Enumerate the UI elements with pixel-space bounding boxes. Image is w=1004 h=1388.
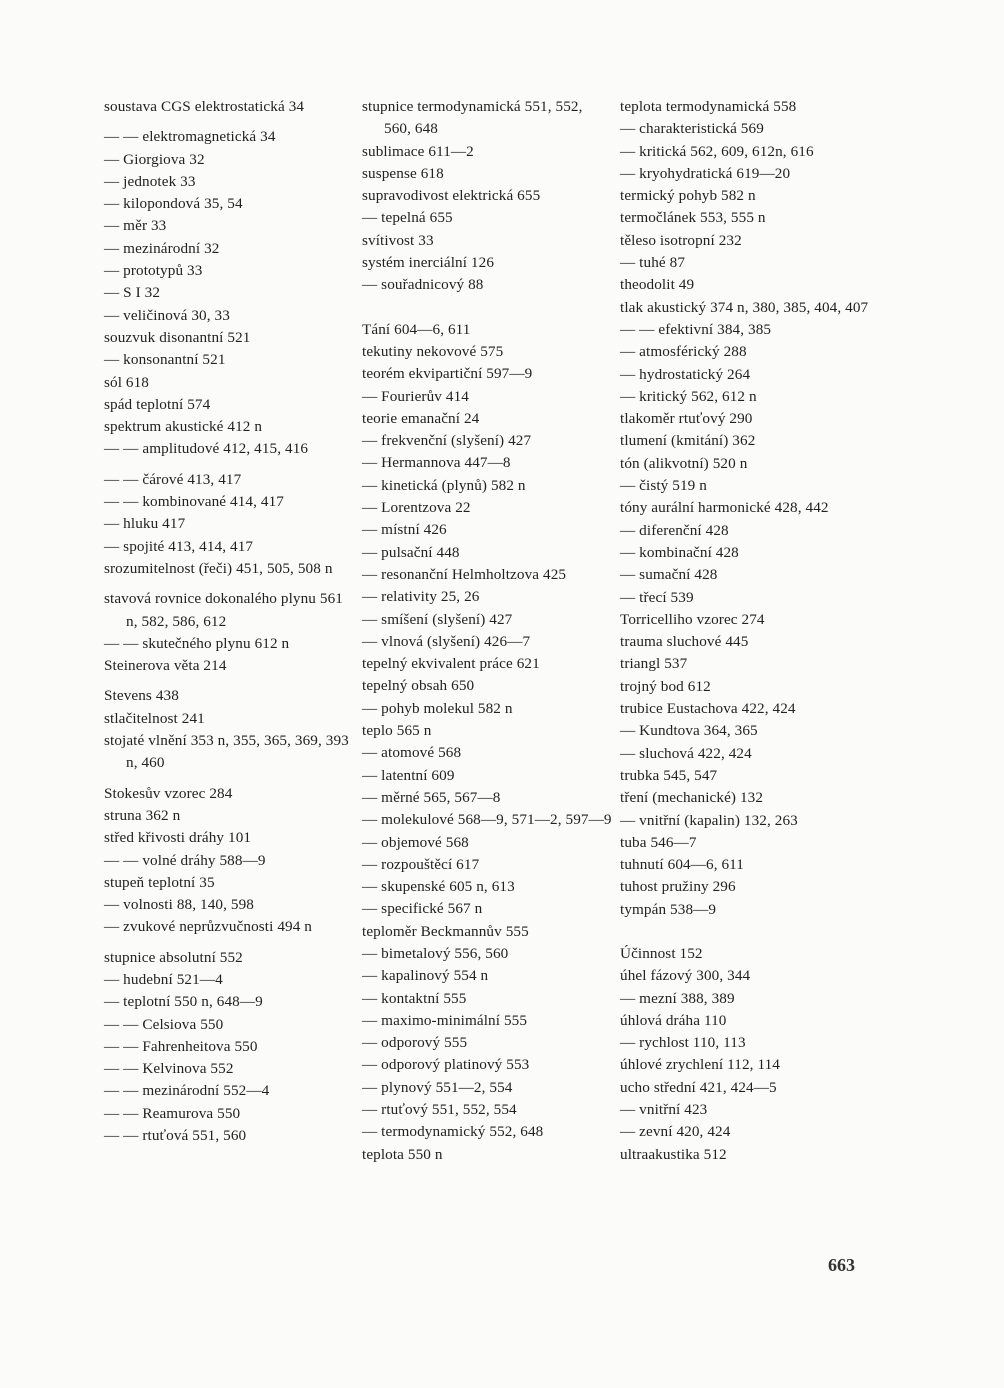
index-entry: tlakoměr rtuťový 290 xyxy=(620,410,753,428)
index-entry: — kinetická (plynů) 582 n xyxy=(362,476,526,494)
index-entry: trojný bod 612 xyxy=(620,677,711,695)
index-entry: srozumitelnost (řeči) 451, 505, 508 n xyxy=(104,559,333,577)
index-entry: — atmosférický 288 xyxy=(620,343,747,361)
index-entry: spektrum akustické 412 n xyxy=(104,418,263,436)
index-column-1 xyxy=(104,96,356,1147)
index-entry: — skupenské 605 n, 613 xyxy=(362,878,515,896)
index-entry: tuhost pružiny 296 xyxy=(620,878,736,896)
index-entry: — volnosti 88, 140, 598 xyxy=(104,896,254,914)
index-entry: — Lorentzova 22 xyxy=(362,499,471,517)
index-entry: — kontaktní 555 xyxy=(362,989,467,1007)
index-entry: trubice Eustachova 422, 424 xyxy=(620,700,796,718)
index-entry: — — skutečného plynu 612 n xyxy=(104,634,290,652)
index-entry: teorie emanační 24 xyxy=(362,409,480,427)
index-entry: triangl 537 xyxy=(620,655,688,673)
index-entry: — Fourierův 414 xyxy=(362,387,469,405)
index-entry: — rozpouštěcí 617 xyxy=(362,855,480,873)
index-entry: — pohyb molekul 582 n xyxy=(362,699,513,717)
index-entry: — — Fahrenheitova 550 xyxy=(104,1037,258,1055)
index-entry: — teplotní 550 n, 648—9 xyxy=(104,993,263,1011)
index-entry: stavová rovnice dokonalého plynu 561 n, 582, 586, 612 xyxy=(104,590,343,630)
index-entry: — tuhé 87 xyxy=(620,254,686,272)
index-entry: — — kombinované 414, 417 xyxy=(104,493,284,511)
index-entry: — mezinárodní 32 xyxy=(104,239,220,257)
index-entry: — — elektromagnetická 34 xyxy=(104,128,276,146)
index-entry: teorém ekvipartiční 597—9 xyxy=(362,365,533,383)
index-entry: ultraakustika 512 xyxy=(620,1145,727,1163)
index-entry: — molekulové 568—9, 571—2, 597—9 xyxy=(362,811,612,829)
index-entry: — pulsační 448 xyxy=(362,543,460,561)
index-entry: — vnitřní 423 xyxy=(620,1101,708,1119)
index-entry: tlak akustický 374 n, 380, 385, 404, 407 xyxy=(620,298,869,316)
index-entry: — zvukové neprůzvučnosti 494 n xyxy=(104,918,312,936)
index-entry: Stokesův vzorec 284 xyxy=(104,784,233,802)
index-entry: tuba 546—7 xyxy=(620,833,697,851)
index-entry: stupnice absolutní 552 xyxy=(104,948,243,966)
index-entry: — objemové 568 xyxy=(362,833,469,851)
index-entry: — Hermannova 447—8 xyxy=(362,454,511,472)
index-entry: — veličinová 30, 33 xyxy=(104,306,230,324)
index-entry: — termodynamický 552, 648 xyxy=(362,1123,544,1141)
index-entry: — vnitřní (kapalin) 132, 263 xyxy=(620,811,798,829)
index-entry: — jednotek 33 xyxy=(104,172,196,190)
index-entry: — sluchová 422, 424 xyxy=(620,744,752,762)
index-entry: Torricelliho vzorec 274 xyxy=(620,610,765,628)
index-entry: — měr 33 xyxy=(104,217,167,235)
index-entry: teplo 565 n xyxy=(362,722,432,740)
index-entry: soustava CGS elektrostatická 34 xyxy=(104,98,305,115)
index-entry: tření (mechanické) 132 xyxy=(620,789,764,807)
index-entry: — relativity 25, 26 xyxy=(362,588,480,606)
index-entry: — odporový 555 xyxy=(362,1034,468,1052)
page-number: 663 xyxy=(828,1255,855,1275)
index-entry: ucho střední 421, 424—5 xyxy=(620,1078,777,1096)
index-entry: — Kundtova 364, 365 xyxy=(620,722,758,740)
index-entry: — spojité 413, 414, 417 xyxy=(104,537,254,555)
index-entry: — latentní 609 xyxy=(362,766,455,784)
index-entry: suspense 618 xyxy=(362,164,444,182)
index-entry: teplota 550 n xyxy=(362,1145,443,1163)
index-entry: Stevens 438 xyxy=(104,687,179,705)
index-entry: — maximo-minimální 555 xyxy=(362,1011,528,1029)
index-entry: — charakteristická 569 xyxy=(620,120,764,138)
index-entry: — frekvenční (slyšení) 427 xyxy=(362,432,532,450)
index-entry: Tání 604—6, 611 xyxy=(362,320,471,338)
index-entry: — sumační 428 xyxy=(620,566,718,584)
index-entry: Účinnost 152 xyxy=(620,944,703,962)
index-entry: — S I 32 xyxy=(104,284,161,302)
index-entry: — — Celsiova 550 xyxy=(104,1015,224,1033)
index-entry: úhlová dráha 110 xyxy=(620,1011,727,1029)
index-entry: sól 618 xyxy=(104,373,150,391)
index-entry: — rtuťový 551, 552, 554 xyxy=(362,1101,517,1119)
index-entry: spád teplotní 574 xyxy=(104,395,211,413)
index-entry: úhel fázový 300, 344 xyxy=(620,967,751,985)
index-entry: — — rtuťová 551, 560 xyxy=(104,1127,247,1145)
index-entry: — místní 426 xyxy=(362,521,447,539)
index-entry: tekutiny nekovové 575 xyxy=(362,342,504,360)
index-entry: — diferenční 428 xyxy=(620,521,729,539)
index-entry: — mezní 388, 389 xyxy=(620,989,735,1007)
index-entry: supravodivost elektrická 655 xyxy=(362,187,541,205)
index-entry: — plynový 551—2, 554 xyxy=(362,1078,513,1096)
index-entry: — — amplitudové 412, 415, 416 xyxy=(104,440,309,458)
index-entry: stupeň teplotní 35 xyxy=(104,873,215,891)
index-entry: svítivost 33 xyxy=(362,231,434,249)
index-entry: — specifické 567 n xyxy=(362,900,483,918)
index-column-3 xyxy=(620,96,870,1166)
index-entry: — — volné dráhy 588—9 xyxy=(104,851,266,869)
index-entry: — odporový platinový 553 xyxy=(362,1056,530,1074)
index-entry: — — efektivní 384, 385 xyxy=(620,320,772,338)
index-entry: — smíšení (slyšení) 427 xyxy=(362,610,513,628)
index-entry: teploměr Beckmannův 555 xyxy=(362,922,529,940)
index-entry: — bimetalový 556, 560 xyxy=(362,944,509,962)
index-entry: — prototypů 33 xyxy=(104,262,203,280)
index-entry: systém inerciální 126 xyxy=(362,254,495,272)
index-entry: — měrné 565, 567—8 xyxy=(362,788,501,806)
index-entry: tlumení (kmitání) 362 xyxy=(620,432,756,450)
index-entry: — kapalinový 554 n xyxy=(362,967,489,985)
index-entry: — kombinační 428 xyxy=(620,543,739,561)
index-entry: tepelný ekvivalent práce 621 xyxy=(362,655,540,673)
index-entry: — — Kelvinova 552 xyxy=(104,1060,234,1078)
index-entry: tóny aurální harmonické 428, 442 xyxy=(620,499,829,517)
index-entry: Steinerova věta 214 xyxy=(104,657,227,675)
index-entry: stupnice termodynamická 551, 552, 560, 648 xyxy=(362,98,583,138)
index-entry: — resonanční Helmholtzova 425 xyxy=(362,565,567,583)
index-entry: tepelný obsah 650 xyxy=(362,677,475,695)
index-entry: souzvuk disonantní 521 xyxy=(104,328,251,346)
index-entry: struna 362 n xyxy=(104,806,181,824)
index-entry: — kilopondová 35, 54 xyxy=(104,195,243,213)
index-entry: — zevní 420, 424 xyxy=(620,1123,731,1141)
index-entry: — konsonantní 521 xyxy=(104,351,226,369)
index-column-2 xyxy=(362,96,612,1166)
index-entry: stojaté vlnění 353 n, 355, 365, 369, 393 n, 460 xyxy=(104,732,349,772)
index-entry: trubka 545, 547 xyxy=(620,766,718,784)
index-entry: — kritický 562, 612 n xyxy=(620,387,757,405)
index-entry: — atomové 568 xyxy=(362,744,462,762)
index-entry: tympán 538—9 xyxy=(620,900,717,918)
index-entry: — souřadnicový 88 xyxy=(362,276,484,294)
index-entry: — — čárové 413, 417 xyxy=(104,470,242,488)
index-entry: úhlové zrychlení 112, 114 xyxy=(620,1056,780,1074)
index-entry: termočlánek 553, 555 n xyxy=(620,209,766,227)
index-entry: trauma sluchové 445 xyxy=(620,633,749,651)
index-entry: — — Reamurova 550 xyxy=(104,1104,241,1122)
index-entry: — vlnová (slyšení) 426—7 xyxy=(362,632,531,650)
index-entry: stlačitelnost 241 xyxy=(104,709,205,727)
index-entry: — kryohydratická 619—20 xyxy=(620,164,791,182)
index-entry: — — mezinárodní 552—4 xyxy=(104,1082,270,1100)
index-entry: — Giorgiova 32 xyxy=(104,150,205,168)
index-entry: — čistý 519 n xyxy=(620,477,707,495)
index-entry: těleso isotropní 232 xyxy=(620,231,742,249)
index-entry: — tepelná 655 xyxy=(362,209,453,227)
index-entry: — třecí 539 xyxy=(620,588,694,606)
index-entry: — hudební 521—4 xyxy=(104,970,223,988)
index-entry: — kritická 562, 609, 612n, 616 xyxy=(620,142,814,160)
index-entry: — hluku 417 xyxy=(104,515,186,533)
index-entry: theodolit 49 xyxy=(620,276,695,294)
index-entry: teplota termodynamická 558 xyxy=(620,98,797,115)
index-entry: termický pohyb 582 n xyxy=(620,187,756,205)
index-entry: střed křivosti dráhy 101 xyxy=(104,829,252,847)
index-entry: sublimace 611—2 xyxy=(362,142,474,160)
index-entry: — rychlost 110, 113 xyxy=(620,1034,746,1052)
index-entry: tón (alikvotní) 520 n xyxy=(620,454,748,472)
index-entry: tuhnutí 604—6, 611 xyxy=(620,856,745,874)
index-entry: — hydrostatický 264 xyxy=(620,365,751,383)
